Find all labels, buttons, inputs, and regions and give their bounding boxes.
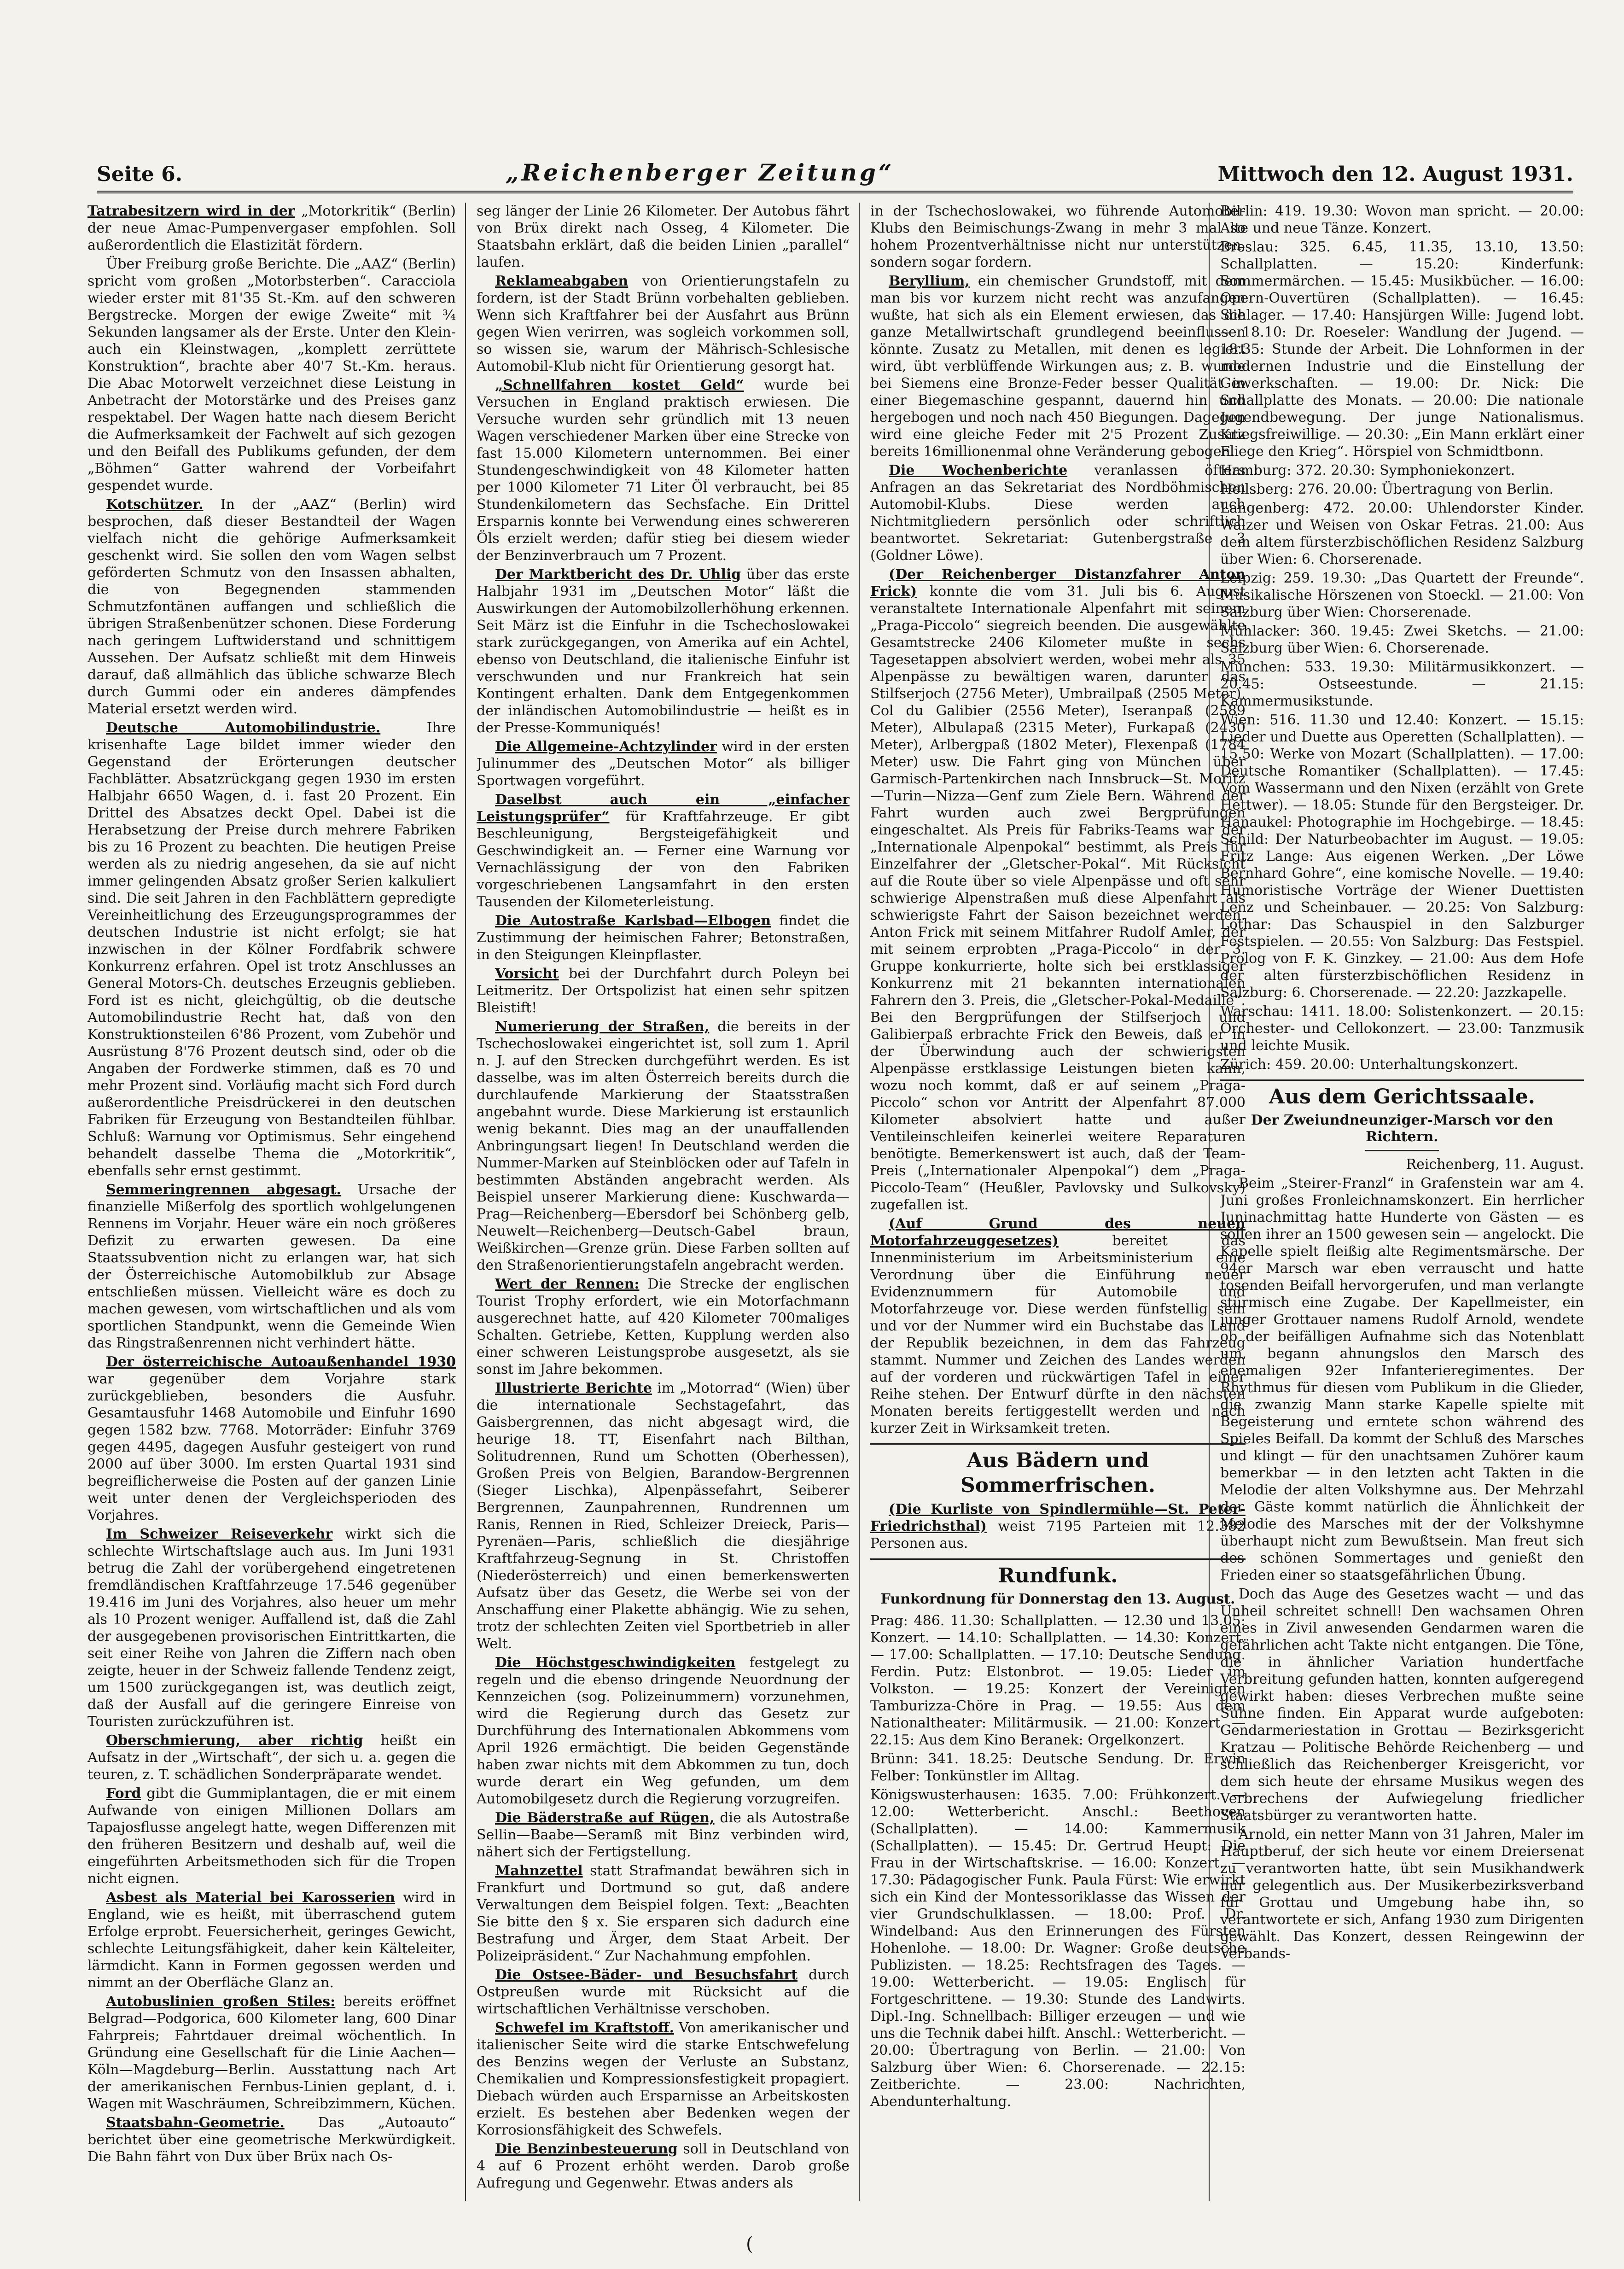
article-paragraph <box>477 1018 850 1274</box>
paragraph-text: die bereits in der Tschechoslowakei eingerichtet ist, soll zum 1. April n. J. auf den Strecken durchgeführt werden. Es ist dasselbe, was im alten Österreich bereits durch die durchlaufende Markierung der Staatsstraßen angebahnt wurde. Diese Markierung ist erstaunlich wenig bekannt. Dies mag an der unauffallenden Anbringungsart liegen! In Deutschland werden die Nummer-Marken auf Steinblöcken oder auf Tafeln in bestimmten Abständen angebracht werden. Als Beispiel unserer Markierung diene: Kuschwarda—Prag—Reichenberg—Ebersdorf bei Schönberg gelb, Neuwelt—Reichenberg—Deutsch-Gabel braun, Weißkirchen—Grenze grün. Diese Farben sollten auf den Straßenorientierungstafeln angebracht werden. <box>477 1019 850 1273</box>
article-paragraph <box>870 566 1246 1213</box>
paragraph-text: wurde bei Versuchen in England praktisch erwiesen. Die Versuche wurden sehr gründlich mit 13 neuen Wagen verschiedener Marken über eine Strecke von fast 15.000 Kilometern unternommen. Bei einer Stundengeschwindigkeit von 48 Kilometer hatten per 1000 Kilometer 71 Liter Öl verbraucht, bei 85 Stundenkilometern das Sechsfache. Ein Drittel Ersparnis konnte bei Verwendung eines schwereren Öls erzielt werden; dafür stieg bei diesem wieder der Benzinverbrauch um 7 Prozent. <box>477 377 850 564</box>
article-paragraph: seg länger der Linie 26 Kilometer. Der Autobus fährt von Brüx direkt nach Osseg, 4 Kilometer. Die Staatsbahn erklärt, daß die beiden Linien „parallel“ laufen. <box>477 203 850 270</box>
article-paragraph <box>477 791 850 910</box>
article-paragraph <box>477 965 850 1016</box>
article-paragraph <box>870 462 1246 564</box>
paragraph-keyword: Die Bäderstraße auf Rügen, <box>495 1810 715 1826</box>
paragraph-keyword: Die Autostraße Karlsbad—Elbogen <box>495 913 771 929</box>
radio-station-entry: Heilsberg: 276. 20.00: Übertragung von Berlin. <box>1220 481 1554 497</box>
article-paragraph <box>870 1501 1246 1552</box>
paragraph-text: bei der Durchfahrt durch Poleyn bei Leitmeritz. Der Ortspolizist hat einen sehr spitzen Bleistift! <box>477 966 850 1016</box>
paragraph-keyword: Numerierung der Straßen, <box>495 1019 710 1035</box>
radio-station-entry: Mühlacker: 360. 19.45: Zwei Sketchs. — 21.00: Salzburg über Wien: 6. Chorserenade. <box>1220 623 1584 656</box>
article-paragraph: Über Freiburg große Berichte. Die „AAZ“ (Berlin) spricht vom großen „Motorbsterben“. Caracciola wieder erster mit 81'35 St.-Km. auf den schweren Bergstrecke. Morgen der ewige Zweite“ mit ¾ Sekunden langsamer als der Erste. Unter den Klein- auch ein Kleinstwagen, „komplett zerrüttete Konstruktion“, brachte aber 40'7 St.-Km. heraus. Die Abac Motorwelt verzeichnet diese Leistung in Anbetracht der Motorstärke und des Preises ganz respektabel. Der Wagen hatte nach diesem Bericht die Aufmerksamkeit der Fachwelt auf sich gezogen und den Beifall des Publikums gefunden, der dem „Böhmen“ Gatter wahrend der Vorbeifahrt gespendet wurde. <box>87 256 456 494</box>
paragraph-text: für Kraftfahrzeuge. Er gibt Beschleunigung, Bergsteigefähigkeit und Geschwindigkeit an. — Ferner eine Warnung vor Vernachlässigung der von den Fabriken vorgeschriebenen Langsamfahrt in den ersten Tausenden der Kilometerleistung. <box>477 809 850 910</box>
masthead: „Reichenberger Zeitung“ <box>506 159 895 186</box>
paragraph-keyword: Autobuslinien großen Stiles: <box>106 1994 336 2010</box>
paragraph-keyword: Tatrabesitzern wird in der <box>87 203 295 219</box>
paragraph-text: weist 7195 Parteien mit 12.382 Personen aus. <box>870 1518 1246 1552</box>
article-paragraph <box>477 912 850 963</box>
article-paragraph <box>477 1966 850 2018</box>
paragraph-text: wird in der ersten Julinummer des „Deutschen Motor“ als billiger Sportwagen vorgeführt. <box>477 739 850 789</box>
paragraph-text: ein chemischer Grundstoff, mit dem man bis vor kurzem nicht recht was anzufangen wußte, hat sich als ein Element erwiesen, das die ganze Metallwirtschaft grundlegend beeinflussen könnte. Zusatz zu Metallen, mit denen es legiert wird, übt verblüffende Wirkungen aus; z. B. wurde bei Siemens eine Bronze-Feder besser Qualität in einer Biegemaschine gespannt, dauernd hin und hergebogen und noch nach 450 Biegungen. Dagegen wird eine gleiche Feder mit 2'5 Prozent Zusatz bereits 16millionenmal ohne Veränderung gebogen. <box>870 273 1246 460</box>
headline-rule <box>1365 1150 1439 1151</box>
article-paragraph: in der Tschechoslowakei, wo führende Automobil-Klubs den Beimischungs-Zwang in mehr 3 mal so hohem Prozentverhältnisse nicht nur unterstützen, sondern sogar fordern. <box>870 203 1246 270</box>
paragraph-keyword: Mahnzettel <box>495 1863 583 1879</box>
article-paragraph <box>87 1526 456 1730</box>
paragraph-text: konnte die vom 31. Juli bis 6. August veranstaltete Internationale Alpenfahrt mit seinem „Praga-Piccolo“ siegreich beenden. Die ausgewählte Gesamtstrecke 2406 Kilometer mußte in sechs Tagesetappen absolviert werden, wobei mehr als 35 Alpenpässe zu bewältigen waren, darunter das Stilfserjoch (2756 Meter), Umbrailpaß (2505 Meter), Col du Galibier (2556 Meter), Iseranpaß (2589 Meter), Albulapaß (2315 Meter), Furkapaß (2430 Meter), Arlbergpaß (1802 Meter), Flexenpaß (1784 Meter) usw. Die Fahrt ging von München über Garmisch-Partenkirchen nach Innsbruck—St. Moritz—Turin—Nizza—Genf zum Ziele Bern. Während der Fahrt wurden auch zwei Bergprüfungen eingeschaltet. Als Preis für Fabriks-Teams war der „Internationale Alpenpokal“ bestimmt, als Preis für Einzelfahrer der „Gletscher-Pokal“. Mit Rücksicht auf die Route über so viele Alpenpässe und oft sehr schwierige Alpenstraßen muß diese Alpenfahrt als schwierigste Fahrt der Saison bezeichnet werden. Anton Frick mit seinem Mitfahrer Rudolf Amler, der mit seinem erprobten „Praga-Piccolo“ in der 3. Gruppe konkurrierte, holte sich bei erstklassiger Konkurrenz mit 21 bekannten internationalen Fahrern den 3. Preis, die „Gletscher-Pokal-Medaille“. Bei den Bergprüfungen der Stilfserjoch und Galibierpaß erbrachte Frick den Beweis, daß er in der Überwindung auch der schwierigsten Alpenpässe erstklassige Leistungen bieten kann, wozu noch kommt, daß er auf seinem „Praga-Piccolo“ schon vor Antritt der Alpenfahrt 87.000 Kilometer absolviert hatte und außer Ventileinschleifen keinerlei weitere Reparaturen benötigte. Bemerkenswert ist auch, daß der Team-Preis („Internationaler Alpenpokal“) dem „Praga-Piccolo-Team“ (Heußler, Pavlovsky und Sulkovsky) zugefallen ist. <box>870 583 1246 1213</box>
column-divider <box>465 203 466 2201</box>
paragraph-keyword: Der österreichische Autoaußenhandel 1930 <box>106 1354 456 1370</box>
paragraph-keyword: Ford <box>106 1785 141 1802</box>
radio-station-entry: Wien: 516. 11.30 und 12.40: Konzert. — 15.15: Lieder und Duette aus Operetten (Schallplatten). — 15.50: Werke von Mozart (Schallplatten). — 17.00: Deutsche Romantiker (Schallplatten). — 17.45: Vom Wassermann und den Nixen (erzählt von Grete Hettwer). — 18.05: Stunde für den Bergsteiger. Dr. Hanaukel: Photographie im Hochgebirge. — 18.45: Schild: Der Naturbeobachter im August. — 19.05: Fritz Lange: Aus eigenen Werken. „Der Löwe Bernhard Gohre“, eine komische Novelle. — 19.40: Humoristische Vorträge der Wiener Duettisten Lenz und Scheinbauer. — 20.25: Von Salzburg: Lothar: Das Schauspiel in den Salzburger Festspielen. — 20.55: Von Salzburg: Das Festspiel. Prolog von F. K. Ginzkey. — 21.00: Aus dem Hofe der alten fürsterzbischöflichen Residenz in Salzburg: 6. Chorserenade. — 22.20: Jazzkapelle. <box>1220 712 1584 1001</box>
article-paragraph <box>87 203 456 254</box>
column-3 <box>870 203 1246 2201</box>
paragraph-text: über das erste Halbjahr 1931 im „Deutschen Motor“ läßt die Auswirkungen der Automobilzollerhöhung erkennen. Seit März ist die Einfuhr in die Tschechoslowakei stark zurückgegangen, von Amerika auf ein Achtel, ebenso von Deutschland, die italienische Einfuhr ist verschwunden und nur Frankreich hat sein Kontingent erhalten. Dank dem Entgegenkommen der inländischen Automobilindustrie — heißt es in der Presse-Kommuniqués! <box>477 566 850 736</box>
article-paragraph <box>87 1181 456 1352</box>
paragraph-keyword: Kotschützer. <box>106 496 204 513</box>
article-paragraph <box>477 273 850 375</box>
column-2 <box>477 203 850 2201</box>
paragraph-text: bereits eröffnet Belgrad—Podgorica, 600 Kilometer lang, 600 Dinar Fahrpreis; Fahrtdauer dreimal wöchentlich. In Gründung eine Gesellschaft für die Linie Aachen—Köln—Magdeburg—Berlin. Ausstattung nach Art der amerikanischen Fernbus-Linien geplant, d. i. Wagen mit Waschräumen, Schreibzimmern, Küchen. <box>87 1994 456 2112</box>
paragraph-text: Ihre krisenhafte Lage bildet immer wieder den Gegenstand der Erörterungen deutscher Fachblätter. Absatzrückgang gegen 1930 im ersten Halbjahr 6650 Wagen, d. i. fast 20 Prozent. Ein Drittel des Absatzes deckt Opel. Dabei ist die Herabsetzung der Preise durch mehrere Fabriken bis zu 16 Prozent zu beachten. Die heutigen Preise werden als zu niedrig angesehen, da sie auf nicht immer gelingenden Absatz großer Serien kalkuliert sind. Die seit Jahren in den Fachblättern gepredigte Vereinheitlichung des Erzeugungsprogrammes der deutschen Industrie ist nicht erfolgt; sie hat inzwischen in der Kölner Fordfabrik schwere Konkurrenz erfahren. Opel ist trotz Anschlusses an General Motors-Ch. deutsches Erzeugnis geblieben. Ford ist es nicht, gleichgültig, ob die deutsche Automobilindustrie Recht hat, daß von den Konstruktionsteilen 6'86 Prozent, vom Zubehör und Ausrüstung 8'76 Prozent deutsch sind, oder ob die Angaben der Fordwerke stimmen, daß es 70 und mehr Prozent sind. Vorläufig macht sich Ford durch außerordentliche Preisdrückerei in den deutschen Fabriken für Erzeugung von Bestandteilen fühlbar. Schluß: Warnung vor Optimismus. Sehr eingehend behandelt dasselbe Thema die „Motorkritik“, ebenfalls sehr ernst gestimmt. <box>87 720 456 1179</box>
column-1 <box>87 203 456 2201</box>
radio-station-entry: Prag: 486. 11.30: Schallplatten. — 12.30 und 13.05: Konzert. — 14.10: Schallplatten. — 14.30: Konzert. — 17.00: Schallplatten. — 17.10: Deutsche Sendung. Ferdin. Putz: Elstonbrot. — 19.05: Lieder im Volkston. — 19.25: Konzert der Vereinigten Tamburizza-Chöre in Prag. — 19.55: Aus dem Nationaltheater: Militärmusik. — 21.00: Konzert. — 22.15: Aus dem Kino Beranek: Orgelkonzert. <box>870 1613 1246 1748</box>
paragraph-keyword: Vorsicht <box>495 966 559 982</box>
paragraph-keyword: Staatsbahn-Geometrie. <box>106 2115 285 2131</box>
paragraph-text: Von amerikanischer und italienischer Seite wird die starke Entschwefelung des Benzins wegen der Verluste an Substanz, Chemikalien und Kompressionsfestigkeit propagiert. Diebach würden auch Ersparnisse an Arbeitskosten erzielt. Es bestehen aber Bedenken wegen der Korrosionsfähigkeit des Schwefels. <box>477 2020 850 2138</box>
paragraph-keyword: Reklameabgaben <box>495 273 629 289</box>
dateline: Reichenberg, 11. August. <box>1406 1156 1584 1172</box>
radio-station-entry: Langenberg: 472. 20.00: Uhlendorster Kinder. Walzer und Weisen von Oskar Fetras. 21.00: Aus dem altem fürsterzbischöflichen Residenz Salzburg über Wien: 6. Chorserenade. <box>1220 500 1584 567</box>
paragraph-text: Ursache der finanzielle Mißerfolg des sportlich wohlgelungenen Rennens im Vorjahr. Heuer wäre ein noch größeres Defizit zu erwarten gewesen. Da eine Staatssubvention nicht zu erlangen war, hat sich der Österreichische Automobilklub zur Absage entschließen müssen. Vielleicht wäre es doch zu machen gewesen, vom wirtschaftlichen und als vom sportlichen Standpunkt, wenn die Gemeinde Wien das Ringstraßenrennen nicht verhindert hätte. <box>87 1182 456 1351</box>
issue-date: Mittwoch den 12. August 1931. <box>1217 163 1573 186</box>
radio-station-entry: Brünn: 341. 18.25: Deutsche Sendung. Dr. Erwin Felber: Tonkünstler im Alltag. <box>870 1751 1246 1784</box>
paragraph-keyword: (Auf Grund des neuen Motorfahrzeuggesetzes) <box>870 1216 1246 1249</box>
paragraph-keyword: Die Benzinbesteuerung <box>495 2141 678 2157</box>
article-paragraph <box>477 2019 850 2139</box>
paragraph-keyword: Die Ostsee-Bäder- und Besuchsfahrt <box>495 1967 798 1983</box>
radio-station-entry: Hamburg: 372. 20.30: Symphoniekonzert. <box>1220 462 1515 478</box>
paragraph-keyword: Semmeringrennen abgesagt. <box>106 1182 342 1198</box>
paragraph-text: von Orientierungstafeln zu fordern, ist der Stadt Brünn vorbehalten geblieben. Wenn sich Kraftfahrer bei der Ausfahrt aus Brünn gegen Wien verirren, was sogleich vorkommen soll, so wissen sie, warum der Mährisch-Schlesische Automobil-Klub nicht für Orientierung gesorgt hat. <box>477 273 850 374</box>
radio-program-heading: Funkordnung für Donnerstag den 13. August. <box>880 1591 1235 1607</box>
article-paragraph <box>477 1862 850 1965</box>
paragraph-keyword: „Schnellfahren kostet Geld“ <box>495 377 744 393</box>
paragraph-text: veranlassen öfters Anfragen an das Sekretariat des Nordböhmischen Automobil-Klubs. Diese werden auch Nichtmitgliedern persönlich oder schriftlich beantwortet. Sekretariat: Gutenbergstraße 3 (Goldner Löwe). <box>870 462 1246 564</box>
paragraph-text: findet die Zustimmung der heimischen Fahrer; Betonstraßen, in den Steigungen Kleinpflaster. <box>477 913 850 963</box>
paragraph-text: gibt die Gummiplantagen, die er mit einem Aufwande von einigen Millionen Dollars am Tapajosflusse angelegt hatte, wegen Differenzen mit den früheren Besitzern und deshalb auf, weil die eingeführten Arbeitsmethoden sich für die Tropen nicht eignen. <box>87 1785 456 1887</box>
article-paragraph <box>477 738 850 789</box>
paragraph-keyword: (Der Reichenberger Distanzfahrer Anton Frick) <box>870 566 1246 600</box>
article-paragraph <box>87 1785 456 1887</box>
article-paragraph <box>477 1380 850 1652</box>
paragraph-keyword: Die Höchstgeschwindigkeiten <box>495 1655 736 1671</box>
paragraph-text: festgelegt zu regeln und die ebenso dringende Neuordnung der Kennzeichen (sog. Polizeinummern) vorzunehmen, wird die Regierung durch das Gesetz zur Durchführung des Internationalen Abkommens vom April 1926 ermächtigt. Die beiden Gegenstände haben zwar nichts mit dem Abkommen zu tun, doch wurde derart ein Weg gefunden, um dem Automobilgesetz durch die Regierung vorzugreifen. <box>477 1655 850 1807</box>
paragraph-text: Das „Autoauto“ berichtet über eine geometrische Merkwürdigkeit. Die Bahn fährt von Dux über Brüx nach Os- <box>87 2115 456 2165</box>
article-paragraph <box>87 1993 456 2112</box>
article-paragraph: Doch das Auge des Gesetzes wacht — und das Unheil schreitet schnell! Den wachsamen Ohren eines in Zivil anwesenden Gendarmen waren die gefährlichen acht Takte nicht entgangen. Die Töne, die in ähnlicher Variation hundertfache Verbreitung gefunden hatten, konnten aufgeregend gewirkt haben: dieses Verbrechen mußte seine Sühne finden. Ein Apparat wurde aufgeboten: Gendarmeriestation in Grottau — Bezirksgericht Kratzau — Politische Behörde Reichenberg — und schließlich das Reichenberger Kreisgericht, vor dem sich heute der ehrsame Musikus wegen des Verbrechens der Aufwiegelung friedlicher Staatsbürger zu verantworten hatte. <box>1220 1586 1584 1824</box>
article-paragraph <box>87 719 456 1179</box>
paragraph-keyword: Oberschmierung, aber richtig <box>106 1732 363 1749</box>
paragraph-keyword: Wert der Rennen: <box>495 1276 640 1292</box>
article-paragraph <box>87 1889 456 1991</box>
radio-station-entry: Leipzig: 259. 19.30: „Das Quartett der Freunde“. Musikalische Hörszenen von Stoeckl. — 21.00: Von Salzburg über Wien: Chorserenade. <box>1220 570 1584 620</box>
article-paragraph: Arnold, ein netter Mann von 31 Jahren, Maler im Hauptberuf, der sich heute vor einem Dreiersenat zu verantworten hatte, übt sein Musikhandwerk nur gelegentlich aus. Der Musikerbezirksverband für Grottau und Umgebung habe ihn, so verantwortete er sich, Anfang 1930 zum Dirigenten gewählt. Das Konzert, dessen Reingewinn der Verbands- <box>1220 1826 1584 1962</box>
paragraph-text: im „Motorrad“ (Wien) über die internationale Sechstagefahrt, das Gaisbergrennen, das nicht abgesagt wird, die heurige 18. TT, Eisenfahrt nach Bilthan, Solitudrennen, Rund um Schotten (Oberhessen), Großen Preis von Belgien, Barandow-Bergrennen (Sieger Lischka), Alpenpässefahrt, Seiberer Bergrennen, Zaunpahrennen, Rundrennen um Ranis, Rennen in Ried, Schleizer Dreieck, Paris—Pyrenäen—Paris, schließlich die diesjährige Kraftfahrzeug-Segnung in St. Christoffen (Niederösterreich) und einen bemerkenswerten Aufsatz über das Gesetz, die Werbe sei von der Anschaffung einer Plakette abhängig. Wie zu sehen, trotz der schlechten Zeiten viel Sportbetrieb in aller Welt. <box>477 1380 850 1652</box>
article-paragraph <box>477 2141 850 2192</box>
paragraph-keyword: Im Schweizer Reiseverkehr <box>106 1526 333 1542</box>
article-paragraph <box>870 1215 1246 1437</box>
paragraph-keyword: Illustrierte Berichte <box>495 1380 652 1396</box>
paragraph-text: wirkt sich die schlechte Wirtschaftslage auch aus. Im Juni 1931 betrug die Zahl der vorübergehend eingetretenen fremdländischen Kraftfahrzeuge 17.546 gegenüber 19.416 im Juni des Vorjahres, also heuer um mehr als 10 Prozent weniger. Auffallend ist, daß die Zahl der ausgegebenen provisorischen Eintrittkarten, die seit einer Reihe von Jahren die Ziffern nach oben zeigte, heuer in der Schweiz fallende Tendenz zeigt, um 1500 zurückgegangen ist, was deutlich zeigt, daß der Ausfall auf die geringere Einreise von Touristen zurückzuführen ist. <box>87 1526 456 1730</box>
section-title-rundfunk: Rundfunk. <box>870 1558 1246 1588</box>
radio-station-entry: Berlin: 419. 19.30: Wovon man spricht. — 20.00: Alte und neue Tänze. Konzert. <box>1220 203 1584 236</box>
article-paragraph <box>87 496 456 717</box>
paragraph-text: heißt ein Aufsatz in der „Wirtschaft“, der sich u. a. gegen die teuren, z. T. schädlichen Sonderpräparate wendet. <box>87 1732 456 1783</box>
article-paragraph: Beim „Steirer-Franzl“ in Grafenstein war am 4. Juni großes Fronleichnamskonzert. Ein herrlicher Juninachmittag hatte Hunderte von Gästen — es sollen ihrer an 1500 gewesen sein — angelockt. Die Kapelle spielt fleißig alte Regimentsmärsche. Der 94er Marsch war eben verrauscht und hatte tosenden Beifall hervorgerufen, und man verlangte stürmisch eine Zugabe. Der Kapellmeister, ein junger Grottauer namens Rudolf Arnold, wendete ob der beifälligen Aufnahme sich das Notenblatt um, begann ahnungslos den Marsch des ehemaligen 92er Infanterieregimentes. Der Rhythmus für diesen vom Publikum in die Glieder, die zwanzig Mann starke Kapelle spielte mit Begeisterung und erntete schon während des Spieles Beifall. Da kommt der Schluß des Marsches und klingt — für den unachtsamen Zuhörer kaum bemerkbar — in den letzten acht Takten in die Melodie der alten Volkshymne aus. Der Mehrzahl der Gäste kommt natürlich die Ähnlichkeit der Melodie des Marsches mit der der Volkshymne überhaupt nicht zum Bewußtsein. Man freut sich des schönen Sommertages und genießt den Frieden einer so staatsgefährlichen Übung. <box>1220 1175 1584 1583</box>
article-paragraph <box>477 1654 850 1808</box>
radio-station-entry: Breslau: 325. 6.45, 11.35, 13.10, 13.50: Schallplatten. — 15.20: Kinderfunk: Sommermärchen. — 15.45: Musikbücher. — 16.00: Opern-Ouvertüren (Schallplatten). — 16.45: Schlager. — 17.40: Hansjürgen Wille: Jugend lobt. — 18.10: Dr. Roeseler: Wandlung der Jugend. — 18.35: Stunde der Arbeit. Die Lohnformen in der modernen Industrie und die Einstellung der Gewerkschaften. — 19.00: Dr. Nick: Die Schallplatte des Monats. — 20.00: Die nationale Jugendbewegung. Der junge Nationalismus. Kriegsfreiwillige. — 20.30: „Ein Mann erklärt einer Fliege den Krieg“. Hörspiel von Schmidtbonn. <box>1220 239 1584 460</box>
article-paragraph <box>870 273 1246 460</box>
paragraph-text: Die Strecke der englischen Tourist Trophy erfordert, wie ein Motorfachmann ausgerechnet hatte, auf 420 Kilometer 700maliges Schalten. Getriebe, Ketten, Kupplung werden also einer schweren Leistungsprobe ausgesetzt, als sie sonst im Jahre bekommen. <box>477 1276 850 1377</box>
article-paragraph <box>87 2114 456 2165</box>
paragraph-text: „Motorkritik“ (Berlin) der neue Amac-Pumpenvergaser empfohlen. Soll außerordentlich die Elastizität fördern. <box>87 203 456 253</box>
paragraph-keyword: Der Marktbericht des Dr. Uhlig <box>495 566 741 583</box>
paragraph-keyword: (Die Kurliste von Spindlermühle—St. Peter-Friedrichsthal) <box>870 1501 1246 1534</box>
column-4 <box>1220 203 1584 2201</box>
paragraph-text: statt Strafmandat bewähren sich in Frankfurt und Dortmund so gut, daß andere Verwaltungen dem Beispiel folgen. Text: „Beachten Sie bitte den § x. Sie ersparen sich dadurch eine Bestrafung und Ärger, dem Staat Arbeit. Der Polizeipräsident.“ Zur Nachahmung empfohlen. <box>477 1863 850 1964</box>
paragraph-keyword: Deutsche Automobilindustrie. <box>106 720 381 736</box>
article-paragraph <box>477 1809 850 1861</box>
radio-station-entry: Zürich: 459. 20.00: Unterhaltungskonzert. <box>1220 1056 1519 1073</box>
paragraph-text: In der „AAZ“ (Berlin) wird besprochen, daß dieser Bestandteil der Wagen vielfach nicht die gehörige Aufmerksamkeit geschenkt wird. Sie sollen den vom Wagen selbst geförderten Schmutz von den Insassen abhalten, die von Begegnenden stammenden Schmutzfontänen auffangen und schließlich die übrigen Straßenbenützer schonen. Diese Forderung nach geringem Luftwiderstand und schnittigem Aussehen. Der Aufsatz schließt mit dem Hinweis darauf, daß allmählich das übliche schwarze Blech durch Gummi oder ein anderes dämpfendes Material ersetzt werden wird. <box>87 496 456 717</box>
paragraph-keyword: Schwefel im Kraftstoff. <box>495 2020 675 2036</box>
article-paragraph <box>477 377 850 564</box>
article-paragraph <box>87 1732 456 1783</box>
section-title-gerichtssaal: Aus dem Gerichtssaale. <box>1220 1079 1584 1109</box>
radio-station-entry: Warschau: 1411. 18.00: Solistenkonzert. — 20.15: Orchester- und Cellokonzert. — 23.00: Tanzmusik und leichte Musik. <box>1220 1003 1584 1054</box>
column-divider <box>859 203 860 2201</box>
paragraph-keyword: Die Allgemeine-Achtzylinder <box>495 739 717 755</box>
radio-station-entry: München: 533. 19.30: Militärmusikkonzert. — 20.45: Ostseestunde. — 21.15: Kammermusikstunde. <box>1220 659 1584 709</box>
article-paragraph <box>477 1276 850 1378</box>
paragraph-text: die als Autostraße Sellin—Baabe—Seramß mit Binz verbinden wird, nähert sich der Fertigstellung. <box>477 1810 850 1860</box>
page-number: Seite 6. <box>97 163 183 186</box>
paragraph-text: soll in Deutschland von 4 auf 6 Prozent erhöht werden. Darob große Aufregung und Gegenwehr. Etwas anders als <box>477 2141 850 2191</box>
footer-mark: ( <box>746 2234 753 2255</box>
paragraph-keyword: Asbest als Material bei Karosserien <box>106 1890 396 1906</box>
article-headline: Der Zweiundneunziger-Marsch vor den Richtern. <box>1251 1112 1554 1145</box>
paragraph-keyword: Beryllium, <box>889 273 970 289</box>
article-paragraph <box>87 1353 456 1524</box>
paragraph-keyword: Die Wochenberichte <box>889 462 1068 478</box>
page-header <box>97 152 1573 193</box>
paragraph-text: bereitet das Innenministerium im Arbeitsministerium eine Verordnung über die Einführung neuer Evidenznummern für Automobile und Motorfahrzeuge vor. Diese werden fünfstellig sein und vor der Nummer wird ein Buchstabe das Land der Republik bezeichnen, in dem das Fahrzeug stammt. Nummer und Zeichen des Landes werden auf der vorderen und rückwärtigen Tafel in einer Reihe stehen. Der Entwurf dürfte in den nächsten Monaten bereits fertiggestellt werden und nach kurzer Zeit in Wirksamkeit treten. <box>870 1233 1246 1436</box>
paragraph-text: durch Ostpreußen wurde mit Rücksicht auf die wirtschaftlichen Verhältnisse verschoben. <box>477 1967 850 2017</box>
paragraph-keyword: Daselbst auch ein „einfacher Leistungsprüfer“ <box>477 792 850 825</box>
article-paragraph <box>477 566 850 736</box>
paragraph-text: wird in England, wie es heißt, mit überraschend gutem Erfolge erprobt. Feuersicherheit, geringes Gewicht, schlechte Leitungsfähigkeit, daher kein Kälteleiter, lärmdicht. Kann in Formen gegossen werden und nimmt an der Oberfläche Glanz an. <box>87 1890 456 1991</box>
section-title-baeder: Aus Bädern und Sommerfrischen. <box>870 1443 1246 1498</box>
radio-station-entry: Königswusterhausen: 1635. 7.00: Frühkonzert. — 12.00: Wetterbericht. Anschl.: Beethoven (Schallplatten). — 14.00: Kammermusik (Schallplatten). — 15.45: Dr. Gertrud Heupt: Die Frau in der Wirtschaftskrise. — 16.00: Konzert. — 17.30: Pädagogischer Funk. Paula Fürst: Wie erwirkt sich ein Kind der Montessoriklasse das Wissen der vier Grundschulklassen. — 18.00: Prof. Dr. Windelband: Aus den Erinnerungen des Fürsten Hohenlohe. — 18.00: Dr. Wagner: Große deutsche Publizisten. — 18.25: Rechtsfragen des Tages. — 19.00: Wetterbericht. — 19.05: Englisch für Fortgeschrittene. — 19.30: Stunde des Landwirts. Dipl.-Ing. Schnellbach: Billiger erzeugen — und wie uns die Technik dabei hilft. Anschl.: Wetterbericht. — 20.00: Übertragung von Berlin. — 21.00: Von Salzburg über Wien: 6. Chorserenade. — 22.15: Zeitberichte. — 23.00: Nachrichten, Abendunterhaltung. <box>870 1787 1246 2110</box>
paragraph-text: war gegenüber dem Vorjahre stark zurückgeblieben, besonders die Ausfuhr. Gesamtausfuhr 1468 Automobile und Einfuhr 1690 gegen 1582 bzw. 7768. Motorräder: Einfuhr 3769 gegen 4495, dagegen Ausfuhr gesteigert von rund 2000 auf über 3000. Im ersten Quartal 1931 sind begreiflicherweise die Posten auf der ganzen Linie weit unter denen der Vergleichsperioden des Vorjahres. <box>87 1371 456 1523</box>
